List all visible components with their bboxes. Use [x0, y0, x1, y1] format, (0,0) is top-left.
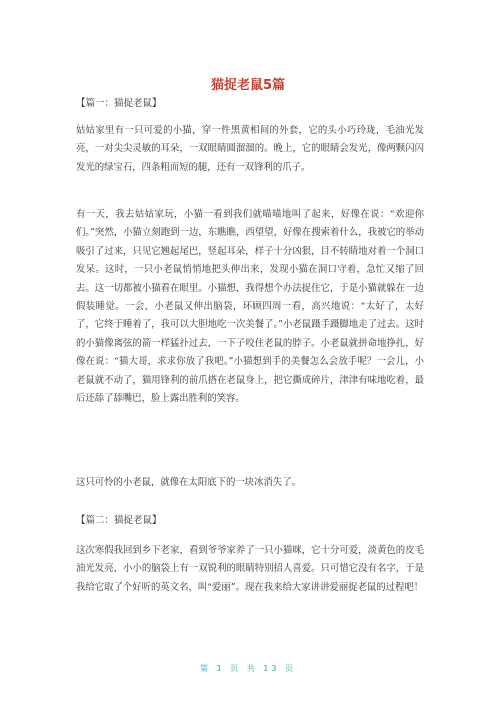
paragraph: 姑姑家里有一只可爱的小猫，穿一件黑黄相间的外套，它的头小巧玲珑，毛油光发亮，一对尖尖灵敏的耳朵，一双眼睛圆溜溜的。晚上，它的眼睛会发光，像两颗闪闪发光的绿宝石，四条粗而短的腿，还有一双锋利的爪子。 [76, 125, 424, 173]
paragraph: 这只可怜的小老鼠，就像在太阳底下的一块冰消失了。 [76, 477, 302, 488]
paragraph: 有一天，我去姑姑家玩，小猫一看到我们就喵喵地叫了起来，好像在说：“欢迎你们。”突然，小猫立刻跑到一边，东瞧瞧，西望望，好像在搜索着什么，我被它的举动吸引了过来，只见它翘起尾巴，竖起耳朵，样子十分凶狠，目不转睛地对着一个洞口发呆。这时，一只小老鼠悄悄地把头伸出来，发现小猫在洞口守着，急忙又缩了回去。这一切都被小猫看在眼里。小猫想，我得想个办法捉住它，于是小猫就躲在一边假装睡觉。一会，小老鼠又伸出脑袋，环顾四周一看，高兴地说：“太好了，太好了，它终于睡着了，我可以大胆地吃一次美餐了。”小老鼠蹑手蹑脚地走了过去。这时的小猫像离弦的箭一样猛扑过去，一下子咬住老鼠的脖子。小老鼠就拼命地挣扎，好像在说：“猫大哥，求求你放了我吧。”小猫想到手的美餐怎么会放手呢？一会儿，小老鼠就不动了，猫用锋利的前爪搭在老鼠身上，把它撕成碎片，津津有味地吃着，最后还舔了舔嘴巴，脸上露出胜利的笑容。 [76, 209, 424, 405]
document-title: 猫捉老鼠5篇 [210, 78, 286, 93]
page-footer: 第 1 页 共 13 页 [200, 664, 296, 673]
paragraph: 这次寒假我回到乡下老家，看到爷爷家养了一只小猫咪，它十分可爱，淡黄色的皮毛油光发亮，小小的脑袋上有一双锐利的眼睛特别招人喜爱。只可惜它没有名字，于是我给它取了个好听的英文名，叫“爱丽”。现在我来给大家讲讲爱丽捉老鼠的过程吧！ [76, 545, 424, 593]
section-heading: 【篇二：猫捉老鼠】 [76, 515, 162, 526]
section-heading: 【篇一：猫捉老鼠】 [76, 98, 162, 109]
